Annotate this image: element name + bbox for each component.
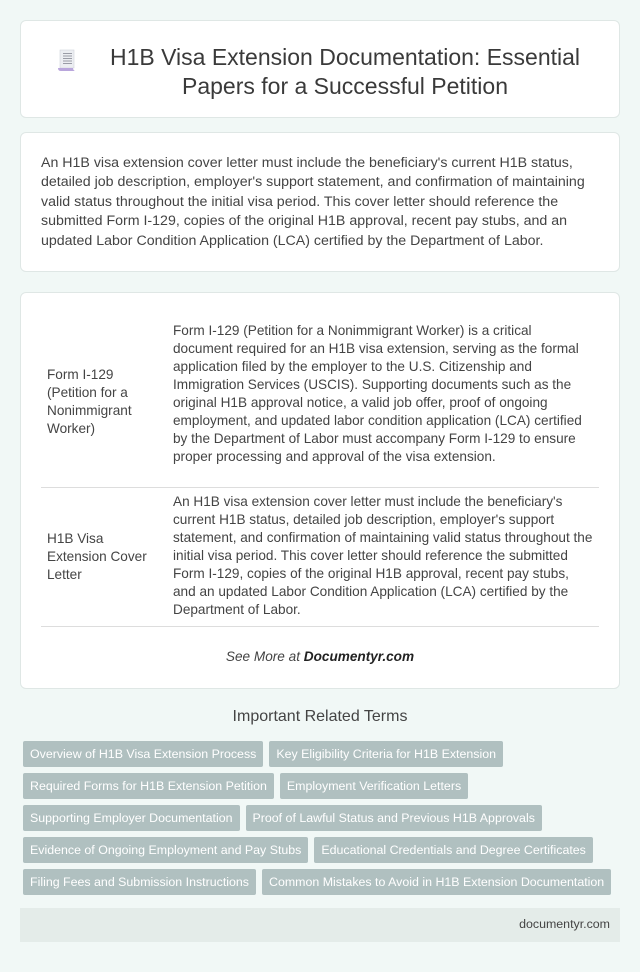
related-term-tag[interactable]: Required Forms for H1B Extension Petition <box>23 773 274 799</box>
intro-card <box>20 132 620 272</box>
see-more-prefix: See More at <box>225 649 300 664</box>
related-terms-title: Important Related Terms <box>232 708 408 725</box>
document-scroll-icon <box>55 49 77 73</box>
footer-site-link[interactable]: documentyr.com <box>519 917 610 931</box>
related-term-tag[interactable]: Evidence of Ongoing Employment and Pay Stubs <box>23 837 308 863</box>
related-term-tag[interactable]: Employment Verification Letters <box>280 773 468 799</box>
intro-paragraph: An H1B visa extension cover letter must include the beneficiary's current H1B status, detailed job description, employer's support statement, and confirmation of maintaining valid status throughout the initial visa period. This cover letter should reference the submitted Form I-129, copies of the original H1B approval, recent pay stubs, and an updated Labor Condition Application (LCA) certified by the Department of Labor. <box>41 155 585 249</box>
see-more-site[interactable]: Documentyr.com <box>303 649 415 664</box>
table-row <box>41 317 599 488</box>
related-term-tag[interactable]: Key Eligibility Criteria for H1B Extension <box>269 741 503 767</box>
table-row <box>41 488 599 627</box>
header-card <box>20 20 620 118</box>
related-terms-tags <box>23 741 613 901</box>
related-term-tag[interactable]: Common Mistakes to Avoid in H1B Extension Documentation <box>262 869 611 895</box>
related-term-tag[interactable]: Filing Fees and Submission Instructions <box>23 869 256 895</box>
term-cell: Form I-129 (Petition for a Nonimmigrant Worker) <box>41 317 165 487</box>
see-more-link[interactable] <box>21 649 619 664</box>
related-term-tag[interactable]: Overview of H1B Visa Extension Process <box>23 741 263 767</box>
related-term-tag[interactable]: Proof of Lawful Status and Previous H1B Approvals <box>246 805 542 831</box>
term-cell: H1B Visa Extension Cover Letter <box>41 488 165 626</box>
description-cell: Form I-129 (Petition for a Nonimmigrant Worker) is a critical document required for an H1B visa extension, serving as the formal application filed by the employer to the U.S. Citizenship and Immigration Services (USCIS). Supporting documents such as the original H1B approval notice, a valid job offer, proof of ongoing employment, and updated labor condition application (LCA) certified by the Department of Labor must accompany Form I-129 to ensure proper processing and approval of the visa extension. <box>173 323 582 464</box>
page-title: H1B Visa Extension Documentation: Essential Papers for a Successful Petition <box>109 44 581 99</box>
related-term-tag[interactable]: Educational Credentials and Degree Certificates <box>314 837 592 863</box>
related-term-tag[interactable]: Supporting Employer Documentation <box>23 805 240 831</box>
description-cell: An H1B visa extension cover letter must include the beneficiary's current H1B status, detailed job description, employer's support statement, and confirmation of maintaining valid status throughout the initial visa period. This cover letter should reference the submitted Form I-129, copies of the original H1B approval, recent pay stubs, and an updated Labor Condition Application (LCA) certified by the Department of Labor. <box>173 494 593 617</box>
documents-table-card <box>20 292 620 689</box>
footer <box>20 908 620 942</box>
documents-table <box>41 317 599 627</box>
